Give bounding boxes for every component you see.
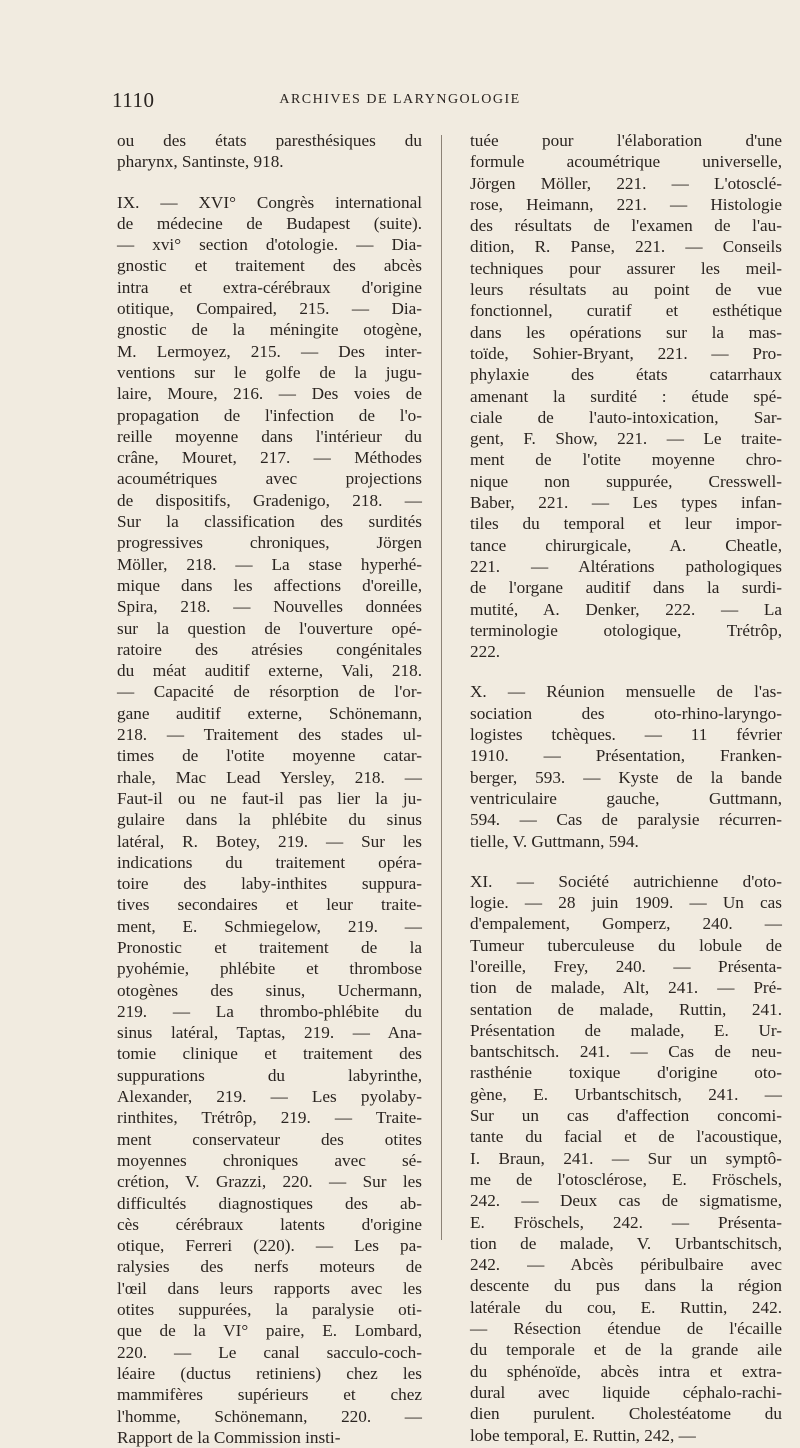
text-line: fonctionnel, curatif et esthétique <box>470 301 782 321</box>
text-line: de l'organe auditif dans la surdi- <box>470 578 782 598</box>
text-line: — xvi° section d'otologie. — Dia- <box>117 235 422 255</box>
text-line: formule acoumétrique universelle, <box>470 152 782 172</box>
text-line: XI. — Société autrichienne d'oto- <box>470 871 782 891</box>
text-line: ou des états paresthésiques du <box>117 131 422 150</box>
right-column <box>470 130 782 1446</box>
text-line: toïde, Sohier-Bryant, 221. — Pro- <box>470 343 782 363</box>
text-line: Baber, 221. — Les types infan- <box>470 493 782 513</box>
text-line: mique dans les affections d'oreille, <box>117 575 422 595</box>
text-line: ralysies des nerfs moteurs de <box>117 1257 422 1277</box>
text-line: dans les opérations sur la mas- <box>470 322 782 342</box>
entry-paragraph <box>470 130 782 662</box>
text-line: tomie clinique et traitement des <box>117 1044 422 1064</box>
text-line: I. Braun, 241. — Sur un symptô- <box>470 1148 782 1168</box>
text-line: Spira, 218. — Nouvelles données <box>117 597 422 617</box>
running-title: ARCHIVES DE LARYNGOLOGIE <box>279 92 521 107</box>
text-line: tance chirurgicale, A. Cheatle, <box>470 535 782 555</box>
text-line: Sur la classification des surdités <box>117 512 422 532</box>
text-line: moyennes chroniques avec sé- <box>117 1150 422 1170</box>
text-line: suppurations du labyrinthe, <box>117 1065 422 1085</box>
text-line: crâne, Mouret, 217. — Méthodes <box>117 448 422 468</box>
text-line: crétion, V. Grazzi, 220. — Sur les <box>117 1172 422 1192</box>
text-line: tuée pour l'élaboration d'une <box>470 131 782 150</box>
entry-paragraph <box>117 130 422 173</box>
text-line: d'empalement, Gomperz, 240. — <box>470 914 782 934</box>
text-line: berger, 593. — Kyste de la bande <box>470 767 782 787</box>
text-line: Alexander, 219. — Les pyolaby- <box>117 1087 422 1107</box>
text-line: leurs résultats au point de vue <box>470 280 782 300</box>
text-line: sentation de malade, Ruttin, 241. <box>470 999 782 1019</box>
text-line: Présentation de malade, E. Ur- <box>470 1020 782 1040</box>
text-line: gnostic de la méningite otogène, <box>117 320 422 340</box>
text-line: rose, Heimann, 221. — Histologie <box>470 194 782 214</box>
text-line: IX. — XVI° Congrès international <box>117 192 422 212</box>
text-line: ment de l'otite moyenne chro- <box>470 450 782 470</box>
column-divider <box>441 135 442 1240</box>
text-line: mutité, A. Denker, 222. — La <box>470 599 782 619</box>
text-line: dural avec liquide céphalo-rachi- <box>470 1382 782 1402</box>
text-line: du méat auditif externe, Vali, 218. <box>117 661 422 681</box>
text-line: gnostic et traitement des abcès <box>117 256 422 276</box>
text-line: 218. — Traitement des stades ul- <box>117 725 422 745</box>
text-line: Möller, 218. — La stase hyperhé- <box>117 554 422 574</box>
text-line: gulaire dans la phlébite du sinus <box>117 810 422 830</box>
entry-paragraph <box>117 192 422 1448</box>
text-line: tion de malade, V. Urbantschitsch, <box>470 1233 782 1253</box>
text-line: gane auditif externe, Schönemann, <box>117 703 422 723</box>
entry-paragraph <box>470 871 782 1446</box>
text-line: pharynx, Santinste, 918. <box>117 152 284 172</box>
text-line: indications du traitement opéra- <box>117 852 422 872</box>
text-line: Tumeur tuberculeuse du lobule de <box>470 935 782 955</box>
text-line: rinthites, Trétrôp, 219. — Traite- <box>117 1108 422 1128</box>
text-line: phylaxie des états catarrhaux <box>470 365 782 385</box>
text-line: acoumétriques avec projections <box>117 469 422 489</box>
text-line: Pronostic et traitement de la <box>117 937 422 957</box>
text-line: latérale du cou, E. Ruttin, 242. <box>470 1297 782 1317</box>
text-line: reille moyenne dans l'intérieur du <box>117 426 422 446</box>
text-line: tielle, V. Guttmann, 594. <box>470 831 639 851</box>
text-line: 242. — Deux cas de sigmatisme, <box>470 1191 782 1211</box>
text-line: tives secondaires et leur traite- <box>117 895 422 915</box>
text-line: tiles du temporal et leur impor- <box>470 514 782 534</box>
text-line: ment, E. Schmiegelow, 219. — <box>117 916 422 936</box>
left-column <box>117 130 422 1448</box>
text-line: progressives chroniques, Jörgen <box>117 533 422 553</box>
text-line: que de la VI° paire, E. Lombard, <box>117 1321 422 1341</box>
text-line: l'oreille, Frey, 240. — Présenta- <box>470 956 782 976</box>
text-line: — Résection étendue de l'écaille <box>470 1319 782 1339</box>
text-line: otogènes des sinus, Uchermann, <box>117 980 422 1000</box>
text-line: propagation de l'infection de l'o- <box>117 405 422 425</box>
text-line: dien purulent. Cholestéatome du <box>470 1404 782 1424</box>
text-line: Rapport de la Commission insti- <box>117 1427 341 1447</box>
text-line: de dispositifs, Gradenigo, 218. — <box>117 490 422 510</box>
text-line: otites suppurées, la paralysie oti- <box>117 1300 422 1320</box>
text-line: rasthénie toxique d'origine oto- <box>470 1063 782 1083</box>
text-line: intra et extra-cérébraux d'origine <box>117 277 422 297</box>
text-line: me de l'otosclérose, E. Fröschels, <box>470 1169 782 1189</box>
text-line: l'homme, Schönemann, 220. — <box>117 1406 422 1426</box>
text-line: Jörgen Möller, 221. — L'otosclé- <box>470 173 782 193</box>
text-line: gent, F. Show, 221. — Le traite- <box>470 429 782 449</box>
text-line: 221. — Altérations pathologiques <box>470 556 782 576</box>
text-line: ventions sur le golfe de la jugu- <box>117 362 422 382</box>
text-line: tante du facial et de l'acoustique, <box>470 1127 782 1147</box>
entry-paragraph <box>470 681 782 851</box>
text-line: tion de malade, Alt, 241. — Pré- <box>470 978 782 998</box>
text-line: mammifères supérieurs et chez <box>117 1385 422 1405</box>
text-line: ratoire des atrésies congénitales <box>117 639 422 659</box>
text-line: gène, E. Urbantschitsch, 241. — <box>470 1084 782 1104</box>
text-line: logistes tchèques. — 11 février <box>470 725 782 745</box>
text-line: difficultés diagnostiques des ab- <box>117 1193 422 1213</box>
text-line: léaire (ductus retiniens) chez les <box>117 1363 422 1383</box>
text-line: terminologie otologique, Trétrôp, <box>470 620 782 640</box>
text-line: des résultats de l'examen de l'au- <box>470 216 782 236</box>
text-line: toire des laby-inthites suppura- <box>117 874 422 894</box>
page-number: 1110 <box>112 88 155 112</box>
text-line: times de l'otite moyenne catar- <box>117 746 422 766</box>
text-line: sinus latéral, Taptas, 219. — Ana- <box>117 1023 422 1043</box>
text-line: latéral, R. Botey, 219. — Sur les <box>117 831 422 851</box>
text-line: 242. — Abcès péribulbaire avec <box>470 1255 782 1275</box>
text-line: cès cérébraux latents d'origine <box>117 1214 422 1234</box>
text-line: ment conservateur des otites <box>117 1129 422 1149</box>
text-line: du sphénoïde, abcès intra et extra- <box>470 1361 782 1381</box>
text-line: logie. — 28 juin 1909. — Un cas <box>470 893 782 913</box>
text-line: descente du pus dans la région <box>470 1276 782 1296</box>
text-line: ventriculaire gauche, Guttmann, <box>470 788 782 808</box>
text-line: 222. <box>470 642 501 662</box>
text-line: M. Lermoyez, 215. — Des inter- <box>117 341 422 361</box>
text-line: techniques pour assurer les meil- <box>470 258 782 278</box>
text-line: — Capacité de résorption de l'or- <box>117 682 422 702</box>
text-line: lobe temporal, E. Ruttin, 242, — <box>470 1425 696 1445</box>
text-line: pyohémie, phlébite et thrombose <box>117 959 422 979</box>
text-line: laire, Moure, 216. — Des voies de <box>117 384 422 404</box>
text-line: Sur un cas d'affection concomi- <box>470 1106 782 1126</box>
text-line: 219. — La thrombo-phlébite du <box>117 1001 422 1021</box>
text-line: bantschitsch. 241. — Cas de neu- <box>470 1042 782 1062</box>
text-line: sur la question de l'ouverture opé- <box>117 618 422 638</box>
text-line: amenant la surdité : étude spé- <box>470 386 782 406</box>
text-line: rhale, Mac Lead Yersley, 218. — <box>117 767 422 787</box>
text-line: 1910. — Présentation, Franken- <box>470 746 782 766</box>
text-line: 594. — Cas de paralysie récurren- <box>470 810 782 830</box>
text-line: 220. — Le canal sacculo-coch- <box>117 1342 422 1362</box>
text-line: dition, R. Panse, 221. — Conseils <box>470 237 782 257</box>
text-line: de médecine de Budapest (suite). <box>117 213 422 233</box>
text-line: E. Fröschels, 242. — Présenta- <box>470 1212 782 1232</box>
text-line: du temporale et de la grande aile <box>470 1340 782 1360</box>
text-line: Faut-il ou ne faut-il pas lier la ju- <box>117 788 422 808</box>
text-line: otitique, Compaired, 215. — Dia- <box>117 299 422 319</box>
text-line: nique non suppurée, Cresswell- <box>470 471 782 491</box>
text-line: sociation des oto-rhino-laryngo- <box>470 703 782 723</box>
text-line: X. — Réunion mensuelle de l'as- <box>470 682 782 702</box>
text-line: ciale de l'auto-intoxication, Sar- <box>470 407 782 427</box>
text-line: l'œil dans leurs rapports avec les <box>117 1278 422 1298</box>
text-line: otique, Ferreri (220). — Les pa- <box>117 1236 422 1256</box>
page-header <box>0 88 800 118</box>
